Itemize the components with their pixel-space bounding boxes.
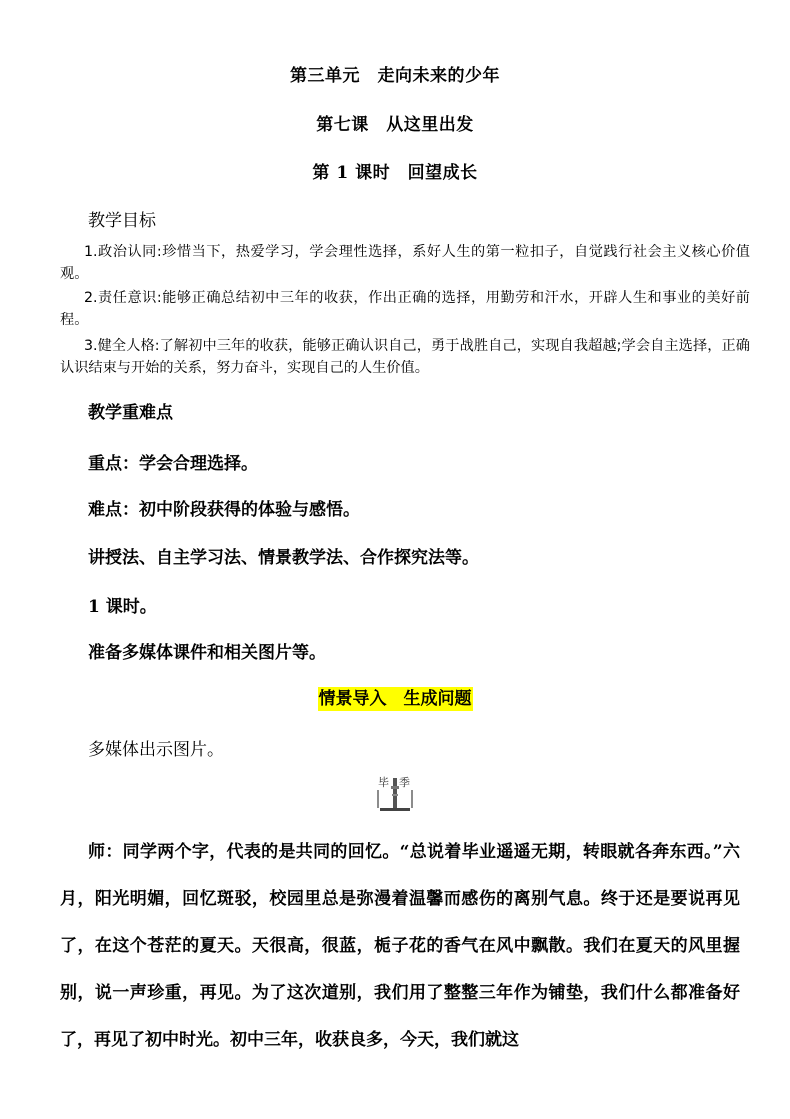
emblem-pillar: [393, 778, 397, 808]
unit-title: 第三单元 走向未来的少年: [290, 66, 500, 86]
focus-point: 重点：学会合理选择。: [88, 454, 258, 474]
graduation-emblem-image: [372, 772, 418, 818]
emblem-char-left: 毕: [378, 776, 389, 789]
objective-item: 2.责任意识:能够正确总结初中三年的收获，作出正确的选择，用勤劳和汗水，开辟人生和事业的美好前程。: [60, 290, 750, 328]
objective-item: 1.政治认同:珍惜当下，热爱学习，学会理性选择，系好人生的第一粒扣子，自觉践行社会主义核心价值观。: [60, 244, 750, 282]
objective-item: 3.健全人格:了解初中三年的收获，能够正确认识自己，勇于战胜自己，实现自我超越;学会自主选择，正确认识结束与开始的关系，努力奋斗，实现自己的人生价值。: [60, 338, 750, 376]
period-title: 第 1 课时 回望成长: [312, 163, 478, 183]
emblem-band: [392, 794, 398, 796]
difficulty-point: 难点：初中阶段获得的体验与感悟。: [88, 500, 360, 520]
teaching-methods: 讲授法、自主学习法、情景教学法、合作探究法等。: [88, 548, 479, 568]
section-heading: [0, 684, 790, 709]
section-heading-label: 情景导入 生成问题: [318, 689, 472, 709]
emblem-char-right: 季: [399, 776, 410, 789]
key-points-heading: 教学重难点: [88, 403, 173, 423]
preparation: 准备多媒体课件和相关图片等。: [88, 643, 326, 663]
class-hours: 1 课时。: [88, 597, 157, 617]
lesson-title: 第七课 从这里出发: [316, 115, 474, 135]
objectives-heading: 教学目标: [88, 211, 156, 231]
section-intro: 多媒体出示图片。: [88, 740, 224, 760]
emblem-band: [391, 786, 399, 789]
emblem-base: [380, 808, 410, 811]
body-paragraph: 师：同学两个字，代表的是共同的回忆。“总说着毕业遥遥无期，转眼就各奔东西。”六月，阳光明媚，回忆斑驳，校园里总是弥漫着温馨而感伤的离别气息。终于还是要说再见了，在这个苍茫的夏天。天很高，很蓝，栀子花的香气在风中飘散。我们在夏天的风里握别，说一声珍重，再见。为了这次道别，我们用了整整三年作为铺垫，我们什么都准备好了，再见了初中时光。初中三年，收获良多，今天，我们就这: [60, 842, 740, 1050]
